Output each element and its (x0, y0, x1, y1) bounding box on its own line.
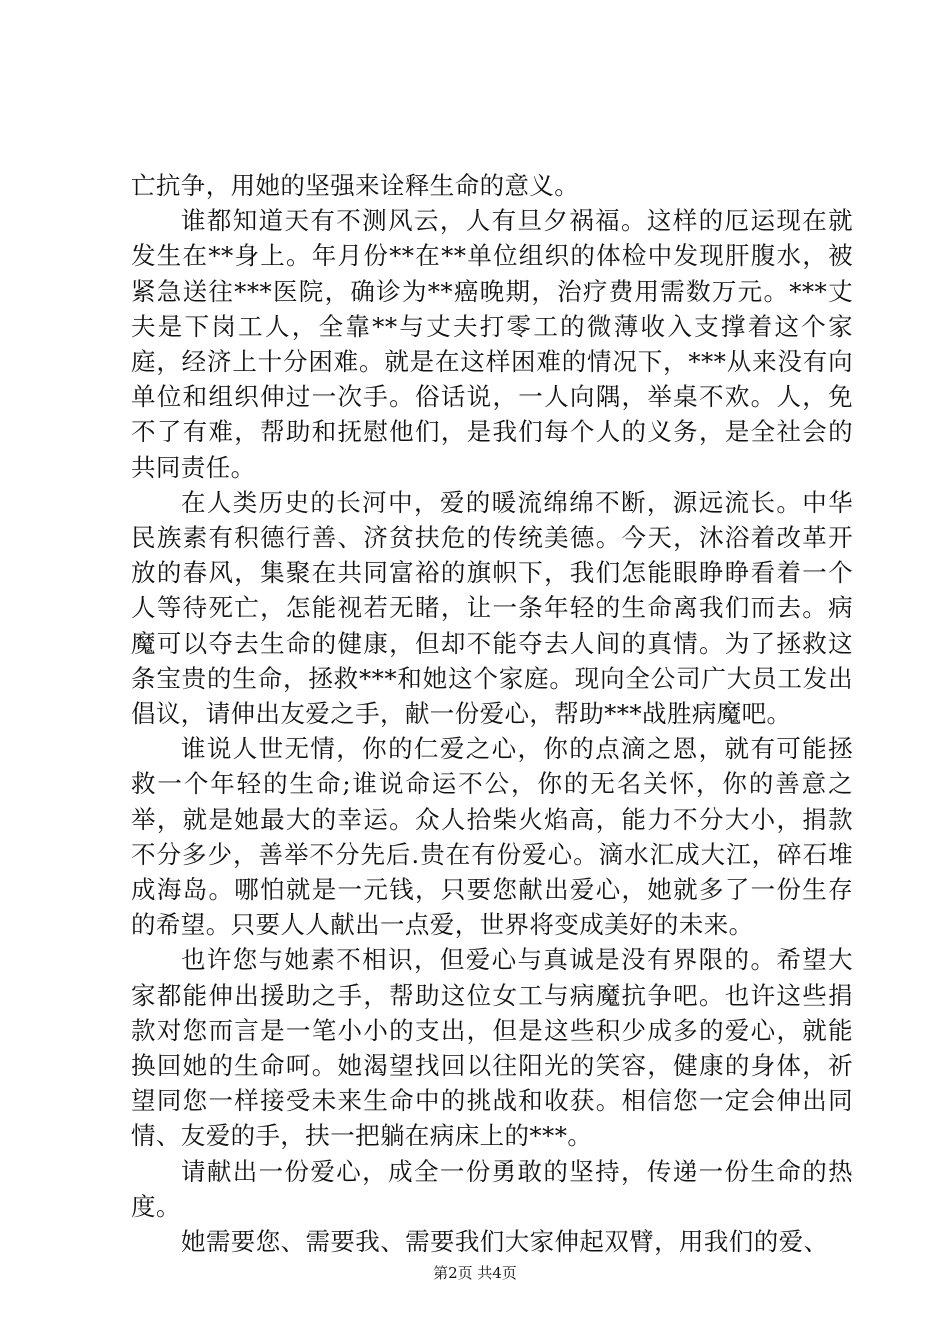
document-body (131, 168, 853, 1259)
paragraph-1: 亡抗争，用她的坚强来诠释生命的意义。 (131, 171, 580, 200)
paragraph-7: 她需要您、需要我、需要我们大家伸起双臂，用我们的爱、 (181, 1227, 829, 1257)
paragraph-2: 谁都知道天有不测风云，人有旦夕祸福。这样的厄运现在就发生在**身上。年月份**在**单位组织的体检中发现肝腹水，被紧急送往***医院，确诊为**癌晚期，治疗费用需数万元。***丈夫是下岗工人，全靠**与丈夫打零工的微薄收入支撑着这个家庭，经济上十分困难。就是在这样困难的情况下，***从来没有向单位和组织伸过一次手。俗话说，一人向隅，举桌不欢。人，免不了有难，帮助和抚慰他们，是我们每个人的义务，是全社会的共同责任。 (131, 206, 853, 482)
page-footer: 第2页 共4页 (433, 1264, 517, 1282)
paragraph-3: 在人类历史的长河中，爱的暖流绵绵不断，源远流长。中华民族素有积德行善、济贫扶危的传统美德。今天，沐浴着改革开放的春风，集聚在共同富裕的旗帜下，我们怎能眼睁睁看着一个人等待死亡，怎能视若无睹，让一条年轻的生命离我们而去。病魔可以夺去生命的健康，但却不能夺去人间的真情。为了拯救这条宝贵的生命，拯救***和她这个家庭。现向全公司广大员工发出倡议，请伸出友爱之手，献一份爱心，帮助***战胜病魔吧。 (131, 487, 853, 729)
paragraph-6: 请献出一份爱心，成全一份勇敢的坚持，传递一份生命的热度。 (131, 1156, 853, 1221)
paragraph-4: 谁说人世无情，你的仁爱之心，你的点滴之恩，就有可能拯救一个年轻的生命;谁说命运不公，你的无名关怀，你的善意之举，就是她最大的幸运。众人拾柴火焰高，能力不分大小，捐款不分多少，善举不分先后.贵在有份爱心。滴水汇成大江，碎石堆成海岛。哪怕就是一元钱，只要您献出爱心，她就多了一份生存的希望。只要人人献出一点爱，世界将变成美好的未来。 (131, 734, 853, 940)
paragraph-5: 也许您与她素不相识，但爱心与真诚是没有界限的。希望大家都能伸出援助之手，帮助这位女工与病魔抗争吧。也许这些捐款对您而言是一笔小小的支出，但是这些积少成多的爱心，就能换回她的生命呵。她渴望找回以往阳光的笑容，健康的身体，祈望同您一样接受未来生命中的挑战和收获。相信您一定会伸出同情、友爱的手，扶一把躺在病床上的***。 (131, 945, 853, 1151)
